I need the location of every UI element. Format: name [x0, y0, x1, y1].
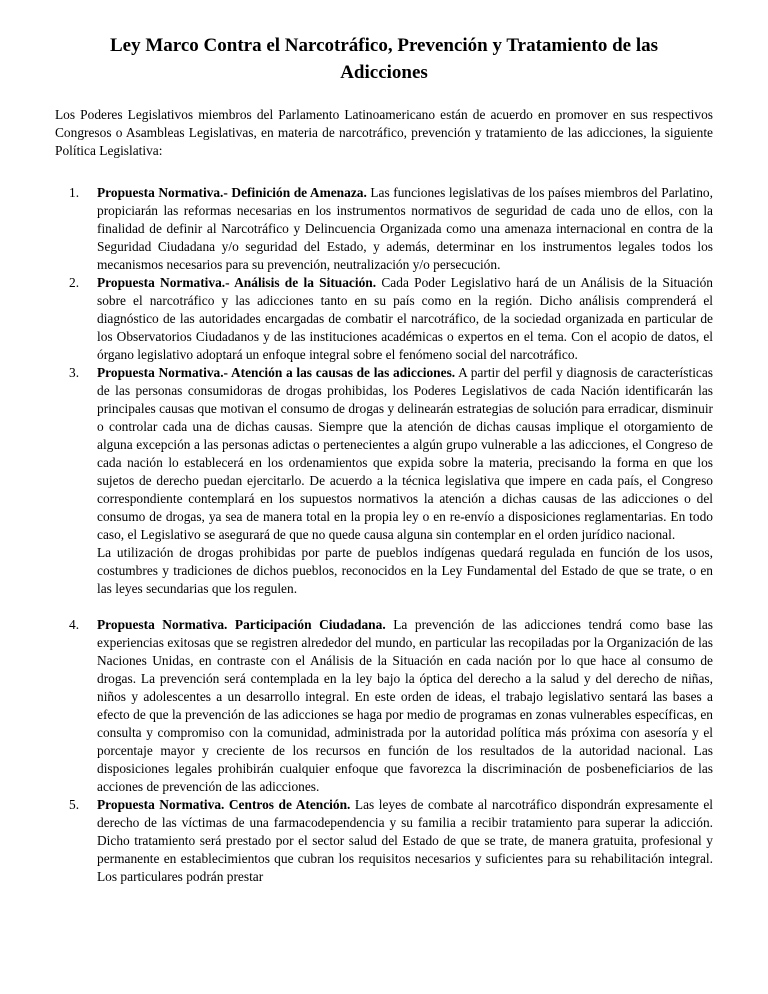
- item-number: 3.: [69, 365, 80, 380]
- list-item: [55, 184, 713, 274]
- item-text: La prevención de las adicciones tendrá como base las experiencias exitosas que se registren alrededor del mundo, en particular las recopiladas por la Organización de las Naciones Unidas, en contraste con el Análisis de la Situación en cada nación por lo que hace al consumo de drogas. La prevención será contemplada en la ley bajo la óptica del derecho a la salud y del derecho de niñas, niños y adolescentes a un desarrollo integral. En este orden de ideas, el trabajo legislativo sentará las bases a efecto de que la prevención de las adicciones se haga por medio de programas en zonas vulnerables específicas, en consulta y compromiso con la comunidad, administrada por la autoridad política más próxima con asesoría y el porcentaje mayor y creciente de los recursos en función de los resultados de la autoridad nacional. Las disposiciones legales prohibirán cualquier enfoque que favorezca la discriminación de posbeneficiarios de las acciones de prevención de las adicciones.: [97, 617, 714, 794]
- item-heading: Propuesta Normativa. Centros de Atención.: [97, 797, 351, 812]
- item-text: Las leyes de combate al narcotráfico dispondrán expresamente el derecho de las víctimas de una farmacodependencia y su familia a recibir tratamiento para superar la adicción. Dicho tratamiento será prestado por el sector salud del Estado de que se trate, de manera gratuita, profesional y permanente en establecimientos que cubran los requisitos necesarios y suficientes para su rehabilitación integral. Los particulares podrán prestar: [97, 797, 713, 884]
- document-title: Ley Marco Contra el Narcotráfico, Prevención y Tratamiento de las Adicciones: [109, 35, 659, 83]
- item-body: [97, 364, 713, 598]
- item-body: [97, 274, 713, 364]
- item-number: 5.: [69, 797, 80, 812]
- item-body: [97, 616, 713, 796]
- item-extra-paragraph: La utilización de drogas prohibidas por parte de pueblos indígenas quedará regulada en función de los usos, costumbres y tradiciones de dichos pueblos, reconocidos en la Ley Fundamental del Estado de que se trate, o en las leyes secundarias que los regulen.: [97, 545, 713, 596]
- list-item: [55, 274, 713, 364]
- item-body: [97, 796, 713, 886]
- item-heading: Propuesta Normativa.- Atención a las causas de las adicciones.: [97, 365, 456, 380]
- item-heading: Propuesta Normativa.- Análisis de la Situación.: [97, 275, 377, 290]
- item-text: A partir del perfil y diagnosis de características de las personas consumidoras de drogas prohibidas, los Poderes Legislativos de cada Nación identificarán las principales causas que motivan el consumo de drogas y delinearán estrategias de solución para erradicar, disminuir o controlar cada una de dichas causas. Siempre que la atención de dichas causas implique el otorgamiento de alguna excepción a las personas adictas o pertenecientes a algún grupo vulnerable a las adicciones, el Congreso de cada nación lo establecerá en los ordenamientos que expida sobre la materia, precisando la forma en que los sujetos de derecho puedan ejercitarlo. De acuerdo a la técnica legislativa que impere en cada país, el Congreso correspondiente contemplará en los supuestos normativos la atención a dichas causas de las adicciones o del consumo de drogas, ya sea de manera total en la propia ley o en re-envío a disposiciones reglamentarias. En todo caso, el Legislativo se asegurará de que no quede causa alguna sin contemplar en el orden jurídico nacional.: [97, 365, 714, 542]
- item-text: Cada Poder Legislativo hará de un Análisis de la Situación sobre el narcotráfico y las adicciones tanto en su país como en la región. Dicho análisis comprenderá el diagnóstico de las autoridades encargadas de combatir el narcotráfico, de la sociedad organizada en particular de los Observatorios Ciudadanos y de las instituciones académicas o expertos en el tema. Con el acopio de datos, el órgano legislativo adoptará un enfoque integral sobre el fenómeno social del narcotráfico.: [97, 275, 713, 362]
- item-number: 1.: [69, 185, 80, 200]
- item-text: Las funciones legislativas de los países miembros del Parlatino, propiciarán las reformas necesarias en los instrumentos normativos de seguridad de cada uno de ellos, con la finalidad de definir al Narcotráfico y Delincuencia Organizada como una amenaza internacional en contra de la Seguridad Ciudadana y/o seguridad del Estado, y además, determinar en los instrumentos legales todos los mecanismos necesarios para su prevención, neutralización y/o persecución.: [97, 185, 713, 272]
- list-item: [55, 796, 713, 886]
- list-item: [55, 616, 713, 796]
- item-body: [97, 184, 713, 274]
- intro-paragraph: Los Poderes Legislativos miembros del Parlamento Latinoamericano están de acuerdo en promover en sus respectivos Congresos o Asambleas Legislativas, en materia de narcotráfico, prevención y tratamiento de las adicciones, la siguiente Política Legislativa:: [55, 107, 713, 158]
- item-number: 4.: [69, 617, 80, 632]
- list-item: [55, 364, 713, 598]
- proposal-list: [55, 184, 713, 886]
- item-heading: Propuesta Normativa.- Definición de Amenaza.: [97, 185, 367, 200]
- item-number: 2.: [69, 275, 80, 290]
- item-heading: Propuesta Normativa. Participación Ciudadana.: [97, 617, 386, 632]
